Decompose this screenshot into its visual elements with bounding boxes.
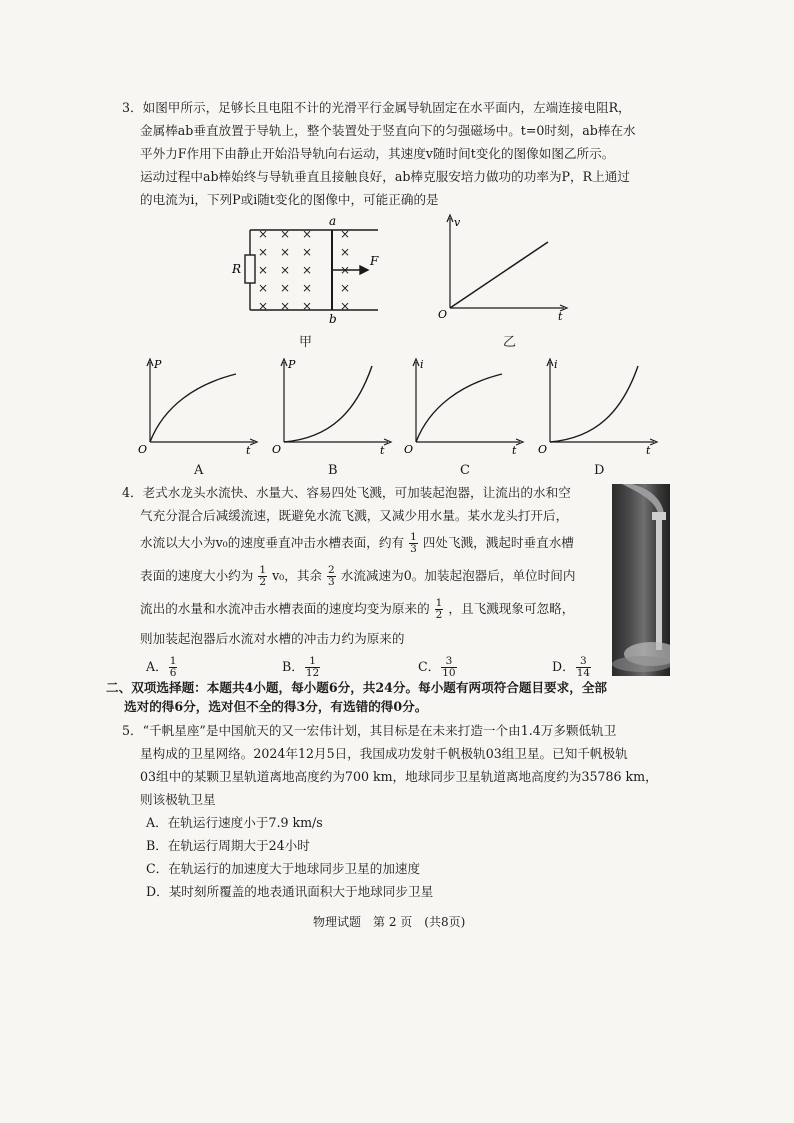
- figure-jia-circuit: [228, 215, 388, 325]
- field-cross-3: ×: [340, 227, 351, 241]
- q4-choice-d[interactable]: D． $\frac{3}{14}$: [552, 655, 591, 679]
- option-t-label-a: t: [246, 444, 251, 456]
- option-axis-label-c: i: [420, 358, 424, 371]
- q5-choice-d[interactable]: D．某时刻所覆盖的地表通讯面积大于地球同步卫星: [146, 884, 434, 899]
- q5-choice-a[interactable]: A．在轨运行速度小于7.9 km/s: [146, 815, 323, 830]
- q4-line-2: 气充分混合后减缓流速，既避免水流飞溅，又减少用水量。某水龙头打开后，: [140, 508, 569, 523]
- field-cross-4: ×: [258, 245, 269, 259]
- q5-choice-c[interactable]: C．在轨运行的加速度大于地球同步卫星的加速度: [146, 861, 421, 876]
- q4-line-1: 4．老式水龙头水流快、水量大、容易四处飞溅，可加装起泡器，让流出的水和空: [122, 485, 571, 500]
- field-cross-5: ×: [280, 245, 291, 259]
- field-cross-0: ×: [258, 227, 269, 241]
- q3-line-2: 金属棒ab垂直放置于导轨上，整个装置处于竖直向下的匀强磁场中。t=0时刻，ab棒在水: [140, 123, 636, 138]
- field-cross-2: ×: [302, 227, 313, 241]
- field-cross-16: ×: [258, 299, 269, 313]
- label-F: F: [370, 254, 379, 268]
- fraction-one-half-2: $\frac{1}{2}$: [435, 597, 443, 621]
- option-graph-c: [402, 356, 530, 456]
- field-cross-9: ×: [280, 263, 291, 277]
- field-cross-6: ×: [302, 245, 313, 259]
- option-origin-b: O: [272, 443, 282, 456]
- option-axes-a: [147, 359, 257, 445]
- option-origin-d: O: [538, 443, 548, 456]
- fraction-one-third: $\frac{1}{3}$: [410, 531, 417, 555]
- option-axis-label-b: P: [288, 358, 296, 371]
- field-cross-13: ×: [280, 281, 291, 295]
- section2-title-line-1: 二、双项选择题：本题共4小题，每小题6分，共24分。每小题有两项符合题目要求，全部: [106, 680, 608, 695]
- option-graph-b: [270, 356, 398, 456]
- option-axis-label-a: P: [154, 358, 162, 371]
- q4-choice-a[interactable]: A． $\frac{1}{6}$: [146, 655, 177, 679]
- option-t-label-b: t: [380, 444, 385, 456]
- faucet-photo: [612, 484, 670, 676]
- option-curve-a: [150, 374, 236, 442]
- fraction-two-thirds: $\frac{2}{3}$: [328, 564, 335, 588]
- option-letter-d[interactable]: D: [594, 463, 605, 478]
- field-cross-18: ×: [302, 299, 313, 313]
- figure-yi-vt-graph: [436, 212, 576, 322]
- q4-choice-c[interactable]: C． $\frac{3}{10}$: [418, 655, 456, 679]
- option-t-label-c: t: [512, 444, 517, 456]
- label-a: a: [329, 215, 337, 228]
- option-curve-d: [550, 366, 638, 442]
- field-cross-8: ×: [258, 263, 269, 277]
- q5-line-2: 星构成的卫星网络。2024年12月5日，我国成功发射千帆极轨03组卫星。已知千帆极轨: [140, 746, 628, 761]
- section2-title-line-2: 选对的得6分，选对但不全的得3分，有选错的得0分。: [124, 699, 428, 714]
- caption-jia: 甲: [299, 335, 313, 350]
- page-footer: 物理试题 第 2 页 (共8页): [313, 915, 466, 929]
- option-curve-c: [416, 374, 502, 442]
- field-cross-17: ×: [280, 299, 291, 313]
- q3-line-5: 的电流为i，下列P或i随t变化的图像中，可能正确的是: [140, 192, 439, 207]
- q5-line-3: 03组中的某颗卫星轨道离地高度约为700 km，地球同步卫星轨道离地高度约为35786 km，: [140, 769, 658, 784]
- q4-line-4: 表面的速度大小约为 $\frac{1}{2}$ v₀，其余 $\frac{2}{3}$ 水流减速为0。加装起泡器后，单位时间内: [140, 564, 576, 588]
- option-letter-c[interactable]: C: [460, 463, 470, 478]
- option-t-label-d: t: [646, 444, 651, 456]
- yi-axis-v: v: [454, 216, 461, 229]
- q3-line-3: 平外力F作用下由静止开始沿导轨向右运动，其速度v随时间t变化的图像如图乙所示。: [140, 146, 615, 161]
- option-axis-label-d: i: [554, 358, 558, 371]
- label-R: R: [232, 262, 242, 276]
- option-origin-c: O: [404, 443, 414, 456]
- yi-origin: O: [438, 308, 448, 321]
- q3-line-4: 运动过程中ab棒始终与导轨垂直且接触良好，ab棒克服安培力做功的功率为P，R上通过: [140, 169, 630, 184]
- option-letter-a[interactable]: A: [194, 463, 204, 478]
- option-letter-b[interactable]: B: [328, 463, 338, 478]
- field-cross-11: ×: [340, 263, 351, 277]
- q5-line-4: 则该极轨卫星: [140, 792, 216, 807]
- label-b: b: [329, 312, 337, 325]
- option-origin-a: O: [138, 443, 148, 456]
- q4-line-3: 水流以大小为v₀的速度垂直冲击水槽表面，约有 $\frac{1}{3}$ 四处飞溅，溅起时垂直水槽: [140, 531, 574, 555]
- option-axes-b: [281, 359, 391, 445]
- q5-line-1: 5．“千帆星座”是中国航天的又一宏伟计划，其目标是在未来打造一个由1.4万多颗低轨卫: [122, 723, 617, 738]
- field-cross-12: ×: [258, 281, 269, 295]
- q4-line-5: 流出的水量和水流冲击水槽表面的速度均变为原来的 $\frac{1}{2}$ ，且飞溅现象可忽略，: [140, 597, 575, 621]
- option-axes-c: [413, 359, 523, 445]
- q4-line-6: 则加装起泡器后水流对水槽的冲击力约为原来的: [140, 631, 405, 646]
- field-cross-7: ×: [340, 245, 351, 259]
- field-cross-14: ×: [302, 281, 313, 295]
- yi-axis-t: t: [558, 310, 563, 322]
- q4-choice-b[interactable]: B． $\frac{1}{12}$: [282, 655, 320, 679]
- field-cross-15: ×: [340, 281, 351, 295]
- q3-line-1: 3．如图甲所示，足够长且电阻不计的光滑平行金属导轨固定在水平面内，左端连接电阻R，: [122, 100, 631, 115]
- caption-yi: 乙: [503, 335, 517, 350]
- q5-choice-b[interactable]: B．在轨运行周期大于24小时: [146, 838, 310, 853]
- option-axes-d: [547, 359, 657, 445]
- option-curve-b: [284, 366, 372, 442]
- field-cross-1: ×: [280, 227, 291, 241]
- field-cross-10: ×: [302, 263, 313, 277]
- field-cross-19: ×: [340, 299, 351, 313]
- option-graph-d: [536, 356, 664, 456]
- faucet-water-image: [612, 484, 670, 676]
- option-graph-a: [136, 356, 264, 456]
- fraction-one-half: $\frac{1}{2}$: [259, 564, 267, 588]
